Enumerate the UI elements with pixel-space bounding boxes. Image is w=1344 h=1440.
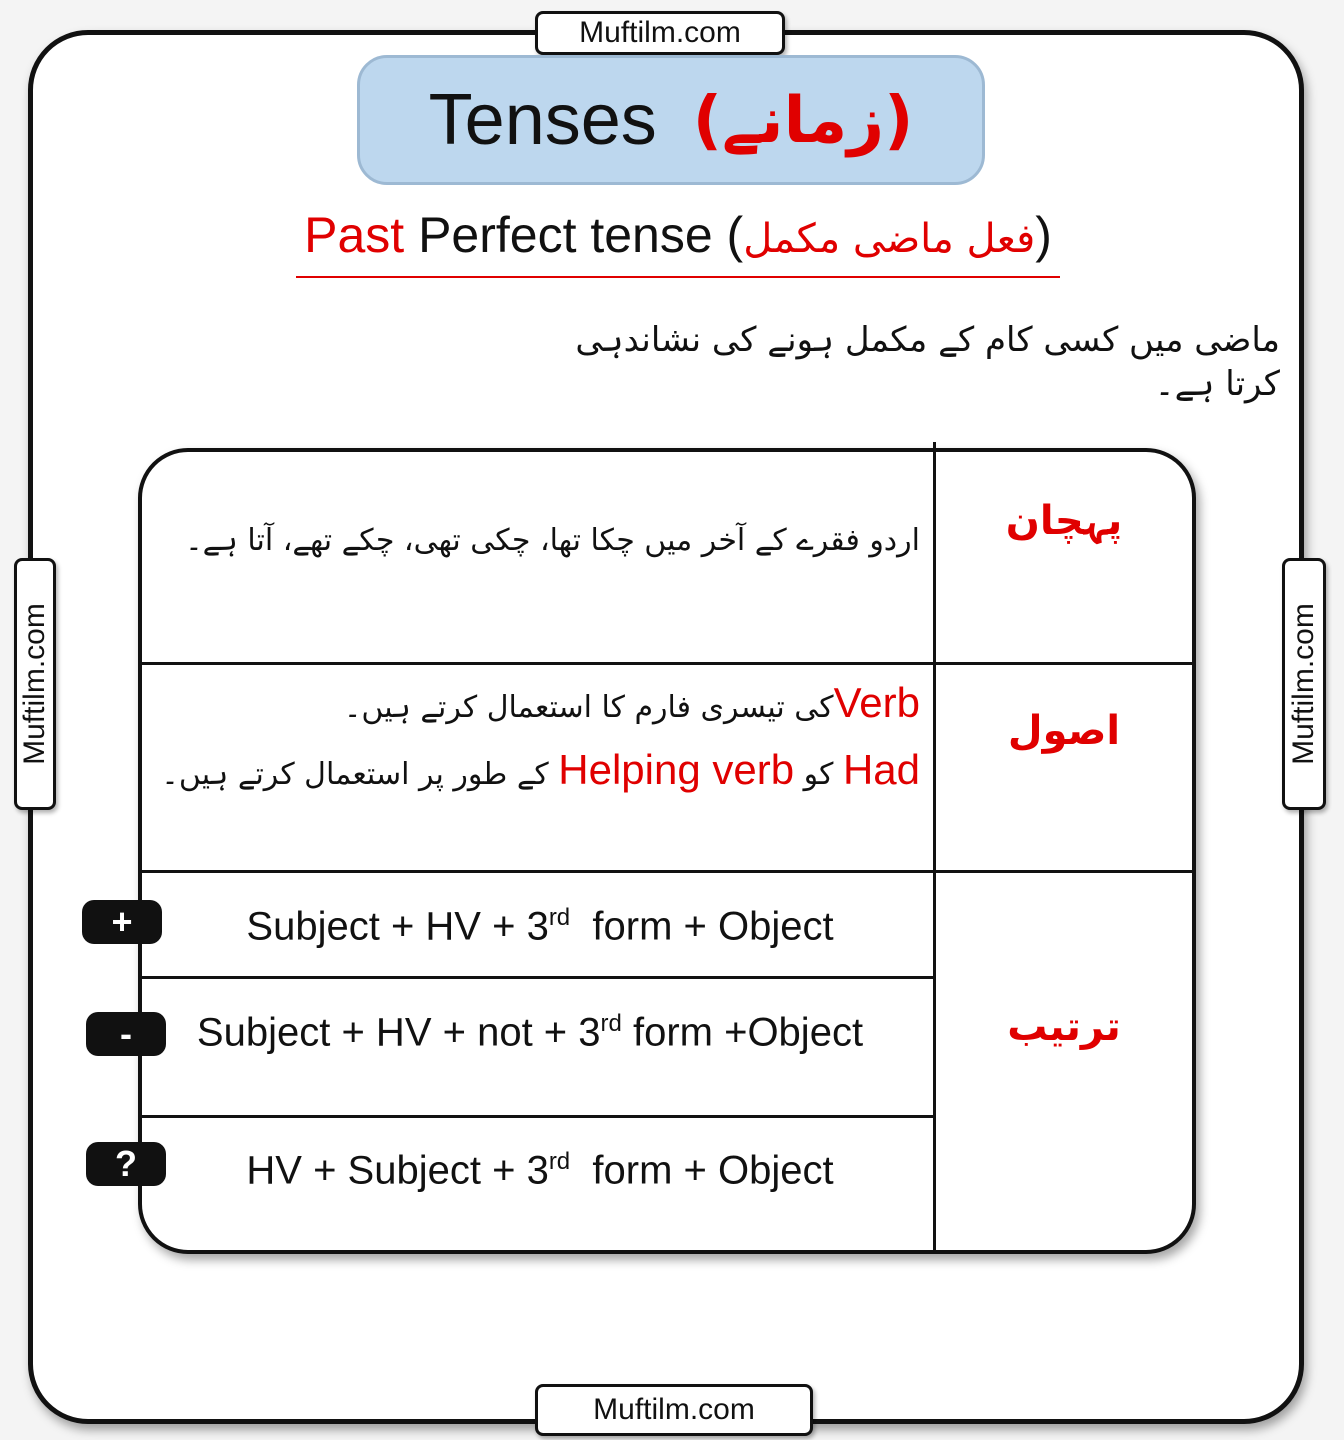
rule-line-1-urdu: کی تیسری فارم کا استعمال کرتے ہیں۔ <box>343 690 834 725</box>
positive-formula <box>150 904 930 949</box>
watermark-text: Muftilm.com <box>1287 603 1320 765</box>
rule-helping-verb: Helping verb <box>558 746 795 793</box>
rule-ko: کو <box>803 757 834 792</box>
rule-had: Had <box>842 746 920 793</box>
subtitle-close: ) <box>1035 207 1052 263</box>
positive-before: Subject + HV + 3 <box>246 904 549 949</box>
question-before: HV + Subject + 3 <box>246 1148 549 1193</box>
table-row-divider <box>140 662 1194 665</box>
watermark-text: Muftilm.com <box>579 16 741 49</box>
watermark-text: Muftilm.com <box>593 1393 755 1426</box>
positive-sign: + <box>82 900 162 944</box>
negative-formula <box>140 1010 920 1055</box>
rule-line-2 <box>150 739 920 806</box>
negative-sign: - <box>86 1012 166 1056</box>
watermark-text: Muftilm.com <box>18 603 51 765</box>
watermark-top <box>535 11 785 55</box>
label-structure: ترتیب <box>1007 1004 1121 1050</box>
subtitle-underline <box>296 276 1060 278</box>
question-after: form + Object <box>570 1148 834 1193</box>
question-sup: rd <box>548 1148 571 1175</box>
watermark-bottom <box>535 1384 813 1436</box>
negative-sup: rd <box>600 1010 622 1037</box>
positive-sup: rd <box>548 904 571 931</box>
positive-after: form + Object <box>570 904 834 949</box>
rule-verb: Verb <box>833 679 920 726</box>
rule-text <box>150 672 920 806</box>
title-english: Tenses <box>428 80 657 160</box>
negative-after: form +Object <box>621 1010 864 1055</box>
identification-text: اردو فقرے کے آخر میں چکا تھا، چکی تھی، چکے تھے، آتا ہے۔ <box>185 523 920 558</box>
subtitle-past: Past <box>304 207 405 263</box>
question-sign: ? <box>86 1142 166 1186</box>
table-row-divider <box>140 976 935 979</box>
table-row-divider <box>140 1115 935 1118</box>
subtitle-urdu: فعل ماضی مکمل <box>743 216 1036 262</box>
subtitle-rest: Perfect tense ( <box>404 207 744 263</box>
watermark-left <box>14 558 56 810</box>
description: ماضی میں کسی کام کے مکمل ہونے کی نشاندہی کرتا ہے۔ <box>575 320 1280 404</box>
title-urdu: (زمانے) <box>692 83 914 158</box>
label-identification: پہچان <box>1005 498 1123 544</box>
table-column-divider <box>933 442 936 1254</box>
rule-line-1 <box>150 672 920 739</box>
subtitle <box>298 206 1058 264</box>
table-row-divider <box>140 870 1194 873</box>
question-formula <box>150 1148 930 1193</box>
title-banner <box>357 55 985 185</box>
rule-line-2-urdu: کے طور پر استعمال کرتے ہیں۔ <box>161 757 549 792</box>
watermark-right <box>1282 558 1326 810</box>
negative-before: Subject + HV + not + 3 <box>196 1010 601 1055</box>
label-rule: اصول <box>1007 708 1121 754</box>
